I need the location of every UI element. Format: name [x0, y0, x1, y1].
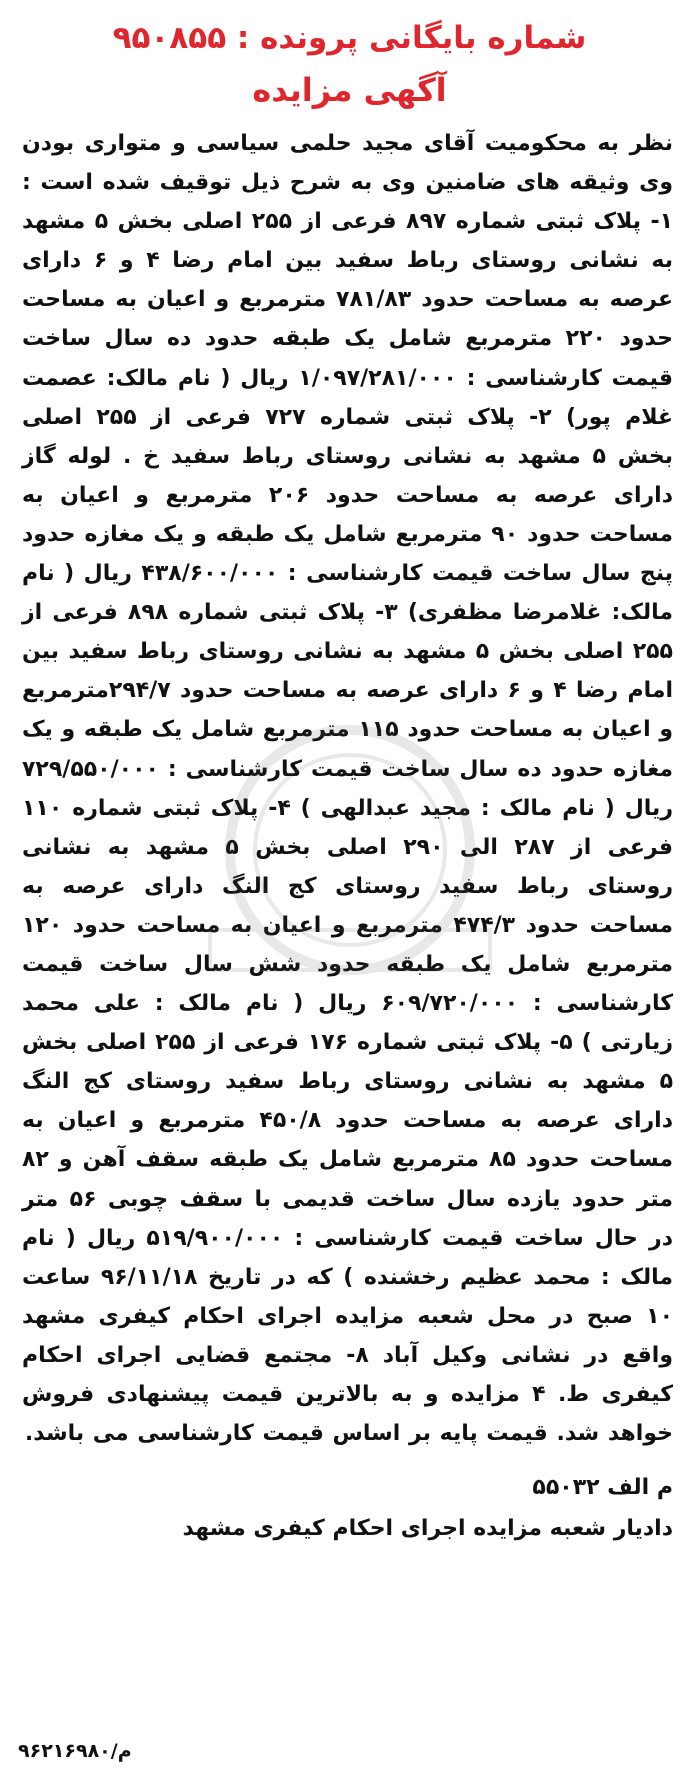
- archive-number-title: شماره بایگانی پرونده : ۹۵۰۸۵۵: [112, 20, 587, 56]
- document-code: م/۹۶۲۱۶۹۸۰: [18, 1740, 132, 1762]
- notice-body: نظر به محکومیت آقای مجید حلمی سیاسی و متواری بودن وی وثیقه های ضامنین وی به شرح ذیل توقیف شده است : ۱- پلاک ثبتی شماره ۸۹۷ فرعی از ۲۵۵ اصلی بخش ۵ مشهد به نشانی روستای رباط سفید بین امام رضا ۴ و ۶ دارای عرصه به مساحت حدود ۷۸۱/۸۳ مترمربع و اعیان به مساحت حدود ۲۲۰ مترمربع شامل یک طبقه حدود ده سال ساخت قیمت کارشناسی : ۱/۰۹۷/۲۸۱/۰۰۰ ریال ( نام مالک: عصمت غلام پور) ۲- پلاک ثبتی شماره ۷۲۷ فرعی از ۲۵۵ اصلی بخش ۵ مشهد به نشانی روستای رباط سفید خ . لوله گاز دارای عرصه به مساحت حدود ۲۰۶ مترمربع و اعیان به مساحت حدود ۹۰ مترمربع شامل یک طبقه و یک مغازه حدود پنج سال ساخت قیمت کارشناسی : ۴۳۸/۶۰۰/۰۰۰ ریال ( نام مالک: غلامرضا مظفری) ۳- پلاک ثبتی شماره ۸۹۸ فرعی از ۲۵۵ اصلی بخش ۵ مشهد به نشانی روستای رباط سفید بین امام رضا ۴ و ۶ دارای عرصه به مساحت حدود ۲۹۴/۷مترمربع و اعیان به مساحت حدود ۱۱۵ مترمربع شامل یک طبقه و یک مغازه حدود ده سال ساخت قیمت کارشناسی : ۷۲۹/۵۵۰/۰۰۰ ریال ( نام مالک : مجید عبدالهی ) ۴- پلاک ثبتی شماره ۱۱۰ فرعی از ۲۸۷ الی ۲۹۰ اصلی بخش ۵ مشهد به نشانی روستای رباط سفید روستای کج النگ دارای عرصه به مساحت حدود ۴۷۴/۳ مترمربع و اعیان به مساحت حدود ۱۲۰ مترمربع شامل یک طبقه حدود شش سال ساخت قیمت کارشناسی : ۶۰۹/۷۲۰/۰۰۰ ریال ( نام مالک : علی محمد زیارتی ) ۵- پلاک ثبتی شماره ۱۷۶ فرعی از ۲۵۵ اصلی بخش ۵ مشهد به نشانی روستای رباط سفید روستای کج النگ دارای عرصه به مساحت حدود ۴۵۰/۸ مترمربع و اعیان به مساحت حدود ۸۵ مترمربع شامل یک طبقه سقف آهن و ۸۲ متر حدود یازده سال ساخت قدیمی با سقف چوبی ۵۶ متر در حال ساخت قیمت کارشناسی : ۵۱۹/۹۰۰/۰۰۰ ریال ( نام مالک : محمد عظیم رخشنده ) که در تاریخ ۹۶/۱۱/۱۸ ساعت ۱۰ صبح در محل شعبه مزایده اجرای احکام کیفری مشهد واقع در نشانی وکیل آباد ۸- مجتمع قضایی اجرای احکام کیفری ط. ۴ مزایده و به بالاترین قیمت پیشنهادی فروش خواهد شد. قیمت پایه بر اساس قیمت کارشناسی می باشد.: [22, 131, 674, 1447]
- reference-number: م الف ۵۵۰۳۲: [532, 1475, 673, 1501]
- notice-title: آگهی مزایده: [252, 71, 447, 109]
- signer-title: دادیار شعبه مزایده اجرای احکام کیفری مشهد: [182, 1516, 673, 1542]
- notice-footer: [22, 1467, 677, 1549]
